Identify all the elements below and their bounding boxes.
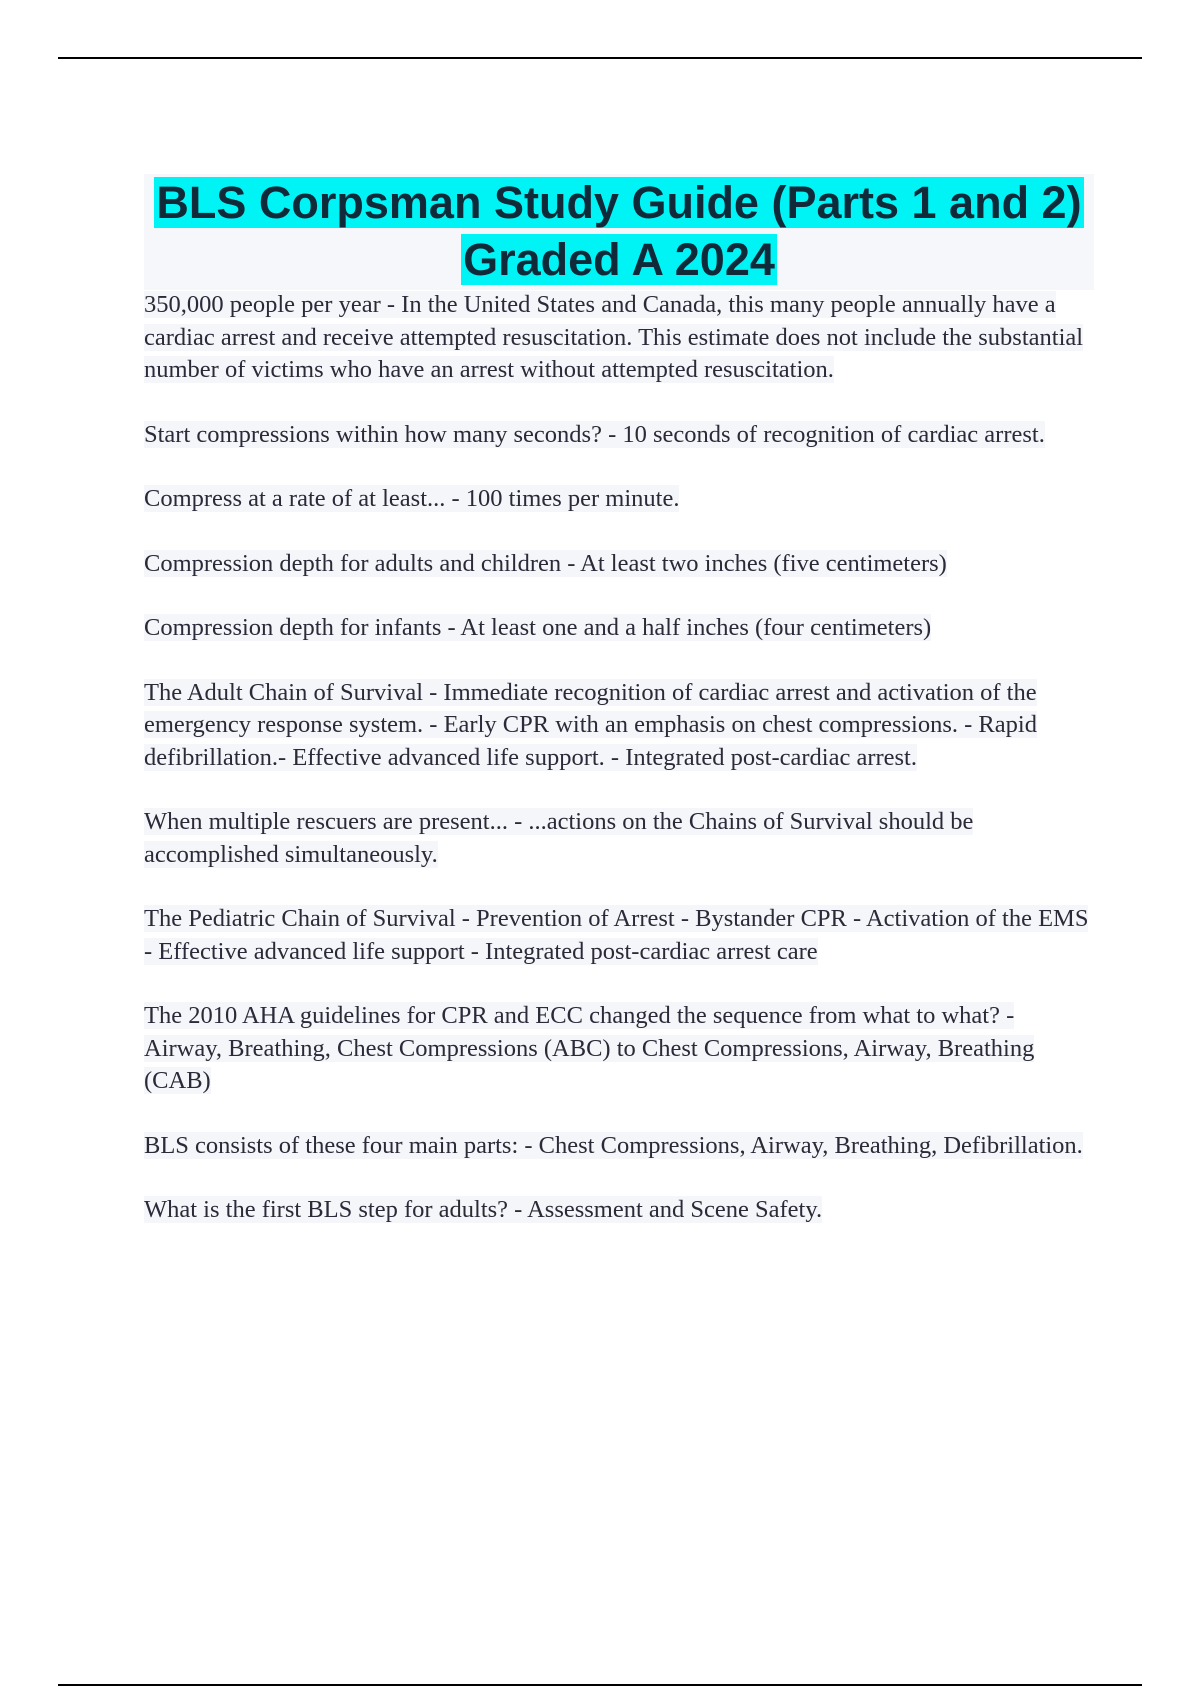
document-title <box>144 174 1094 290</box>
qa-entry-11: What is the first BLS step for adults? - Assessment and Scene Safety. <box>144 1196 823 1223</box>
qa-entry-6: The Adult Chain of Survival - Immediate recognition of cardiac arrest and activation of the emergency response system. - Early CPR with an emphasis on chest compressions. - Rapid defibrillation.- Effective advanced life support. - Integrated post-cardiac arrest. <box>144 678 1037 771</box>
qa-entry-4: Compression depth for adults and children - At least two inches (five centimeters) <box>144 549 947 577</box>
qa-entry-8: The Pediatric Chain of Survival - Prevention of Arrest - Bystander CPR - Activation of the EMS - Effective advanced life support - Integrated post-cardiac arrest care <box>144 905 1089 965</box>
top-rule <box>58 57 1142 59</box>
qa-entry-7: When multiple rescuers are present... - ...actions on the Chains of Survival should be accomplished simultaneously. <box>144 808 974 868</box>
qa-entry-3: Compress at a rate of at least... - 100 times per minute. <box>144 485 680 512</box>
qa-entry-2: Start compressions within how many seconds? - 10 seconds of recognition of cardiac arrest. <box>144 420 1045 448</box>
qa-entry-9: The 2010 AHA guidelines for CPR and ECC changed the sequence from what to what? - Airway, Breathing, Chest Compressions (ABC) to Chest Compressions, Airway, Breathing (CAB) <box>144 1002 1035 1094</box>
bottom-rule <box>58 1684 1142 1686</box>
qa-entry-5: Compression depth for infants - At least one and a half inches (four centimeters) <box>144 614 932 641</box>
study-guide-content <box>144 289 1094 1259</box>
qa-entry-1: 350,000 people per year - In the United States and Canada, this many people annually have a cardiac arrest and receive attempted resuscitation. This estimate does not include the substantial number of victims who have an arrest without attempted resuscitation. <box>144 291 1084 383</box>
qa-entry-10: BLS consists of these four main parts: - Chest Compressions, Airway, Breathing, Defibrillation. <box>144 1131 1083 1159</box>
document-title-text: BLS Corpsman Study Guide (Parts 1 and 2) Graded A 2024 <box>156 177 1082 286</box>
